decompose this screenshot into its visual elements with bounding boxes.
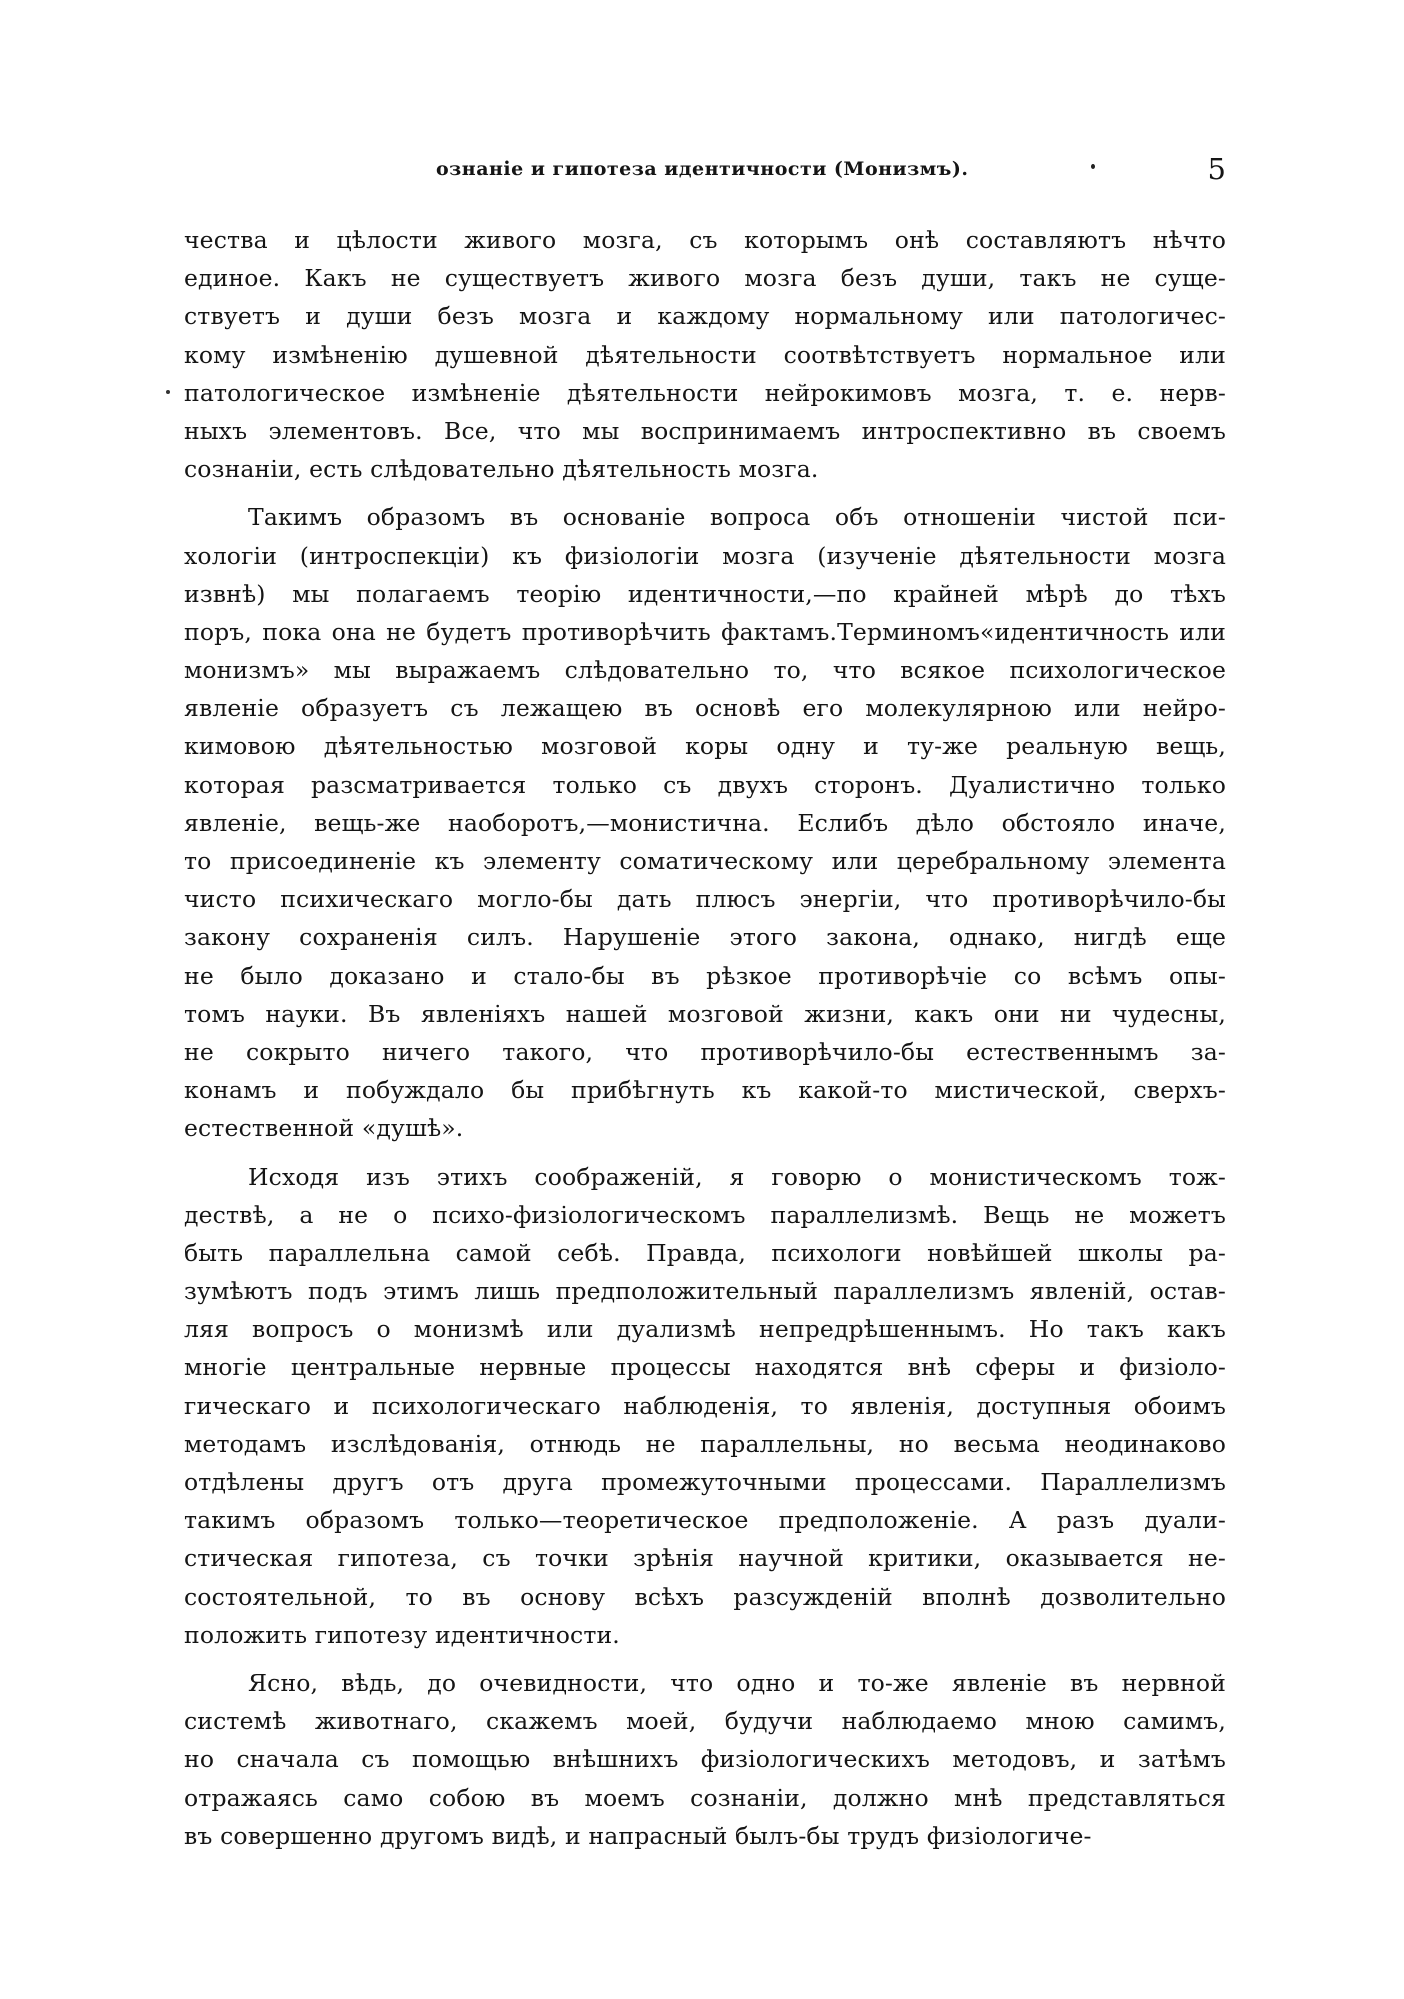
text-line: быть параллельна самой себѣ. Правда, психологи новѣйшей школы ра- <box>184 1238 1226 1267</box>
paragraph <box>184 221 1226 488</box>
text-line: монизмъ» мы выражаемъ слѣдовательно то, что всякое психологическое <box>184 656 1226 685</box>
text-line: методамъ изслѣдованія, отнюдь не параллельны, но весьма неодинаково <box>184 1429 1226 1458</box>
text-line: ляя вопросъ о монизмѣ или дуализмѣ непредрѣшеннымъ. Но такъ какъ <box>184 1315 1226 1344</box>
page-number: 5 <box>1207 152 1226 186</box>
text-line: Исходя изъ этихъ соображеній, я говорю о монистическомъ тож- <box>248 1162 1226 1191</box>
text-line: то присоединеніе къ элементу соматическому или церебральному элемента <box>184 847 1226 875</box>
printing-speck <box>1091 164 1095 169</box>
body-text <box>184 221 1226 1865</box>
text-line: поръ, пока она не будетъ противорѣчить фактамъ.Терминомъ«идентичность или <box>184 617 1226 646</box>
margin-mark <box>166 390 170 394</box>
text-line: чества и цѣлости живого мозга, съ которымъ онѣ составляютъ нѣчто <box>184 226 1226 254</box>
text-line: состоятельной, то въ основу всѣхъ разсужденій вполнѣ дозволительно <box>184 1582 1226 1611</box>
text-line: отдѣлены другъ отъ друга промежуточными процессами. Параллелизмъ <box>184 1468 1226 1496</box>
text-line: ныхъ элементовъ. Все, что мы воспринимаемъ интроспективно въ своемъ <box>184 416 1226 445</box>
text-line: явленіе, вещь-же наоборотъ,—монистична. Еслибъ дѣло обстояло иначе, <box>184 808 1226 837</box>
text-line: хологіи (интроспекціи) къ физіологіи мозга (изученіе дѣятельности мозга <box>184 541 1226 570</box>
text-line: дествѣ, а не о психо-физіологическомъ параллелизмѣ. Вещь не можетъ <box>184 1200 1226 1229</box>
text-line: зумѣютъ подъ этимъ лишь предположительный параллелизмъ явленій, остав- <box>184 1277 1226 1306</box>
text-line: томъ науки. Въ явленіяхъ нашей мозговой жизни, какъ они ни чудесны, <box>184 999 1226 1028</box>
text-line: не сокрыто ничего такого, что противорѣчило-бы естественнымъ за- <box>184 1037 1226 1066</box>
text-line: системѣ животнаго, скажемъ моей, будучи наблюдаемо мною самимъ, <box>184 1707 1226 1736</box>
text-line: гическаго и психологическаго наблюденія, то явленія, доступныя обоимъ <box>184 1391 1226 1420</box>
paragraph <box>184 1664 1226 1855</box>
text-line: закону сохраненія силъ. Нарушеніе этого закона, однако, нигдѣ еще <box>184 923 1226 952</box>
running-head <box>184 152 1226 196</box>
text-line: положить гипотезу идентичности. <box>184 1620 620 1649</box>
text-line: которая разсматривается только съ двухъ сторонъ. Дуалистично только <box>184 770 1226 799</box>
text-line: Ясно, вѣдь, до очевидности, что одно и то-же явленіе въ нервной <box>248 1668 1226 1697</box>
text-line: кимовою дѣятельностью мозговой коры одну и ту-же реальную вещь, <box>184 732 1226 761</box>
running-title: ознаніе и гипотеза идентичности (Монизмъ). <box>436 158 969 180</box>
text-line: но сначала съ помощью внѣшнихъ физіологическихъ методовъ, и затѣмъ <box>184 1745 1226 1774</box>
text-line: патологическое измѣненіе дѣятельности нейрокимовъ мозга, т. е. нерв- <box>184 378 1226 407</box>
paragraph <box>184 498 1226 1147</box>
text-line: отражаясь само собою въ моемъ сознаніи, должно мнѣ представляться <box>184 1783 1226 1812</box>
text-line: многіе центральные нервные процессы находятся внѣ сферы и физіоло- <box>184 1353 1226 1382</box>
text-line: явленіе образуетъ съ лежащею въ основѣ его молекулярною или нейро- <box>184 694 1226 723</box>
text-line: ствуетъ и души безъ мозга и каждому нормальному или патологичес- <box>184 302 1226 331</box>
text-line: сознаніи, есть слѣдовательно дѣятельность мозга. <box>184 455 819 484</box>
text-line: естественной «душѣ». <box>184 1114 464 1143</box>
text-line: кому измѣненію душевной дѣятельности соотвѣтствуетъ нормальное или <box>184 340 1226 369</box>
text-line: чисто психическаго могло-бы дать плюсъ энергіи, что противорѣчило-бы <box>184 885 1226 914</box>
text-line: конамъ и побуждало бы прибѣгнуть къ какой-то мистической, сверхъ- <box>184 1076 1226 1105</box>
text-line: такимъ образомъ только—теоретическое предположеніе. А разъ дуали- <box>184 1506 1226 1535</box>
text-line: единое. Какъ не существуетъ живого мозга безъ души, такъ не суще- <box>184 264 1226 293</box>
text-line: Такимъ образомъ въ основаніе вопроса объ отношеніи чистой пси- <box>248 503 1226 532</box>
text-line: стическая гипотеза, съ точки зрѣнія научной критики, оказывается не- <box>184 1544 1226 1573</box>
text-line: въ совершенно другомъ видѣ, и напрасный былъ-бы трудъ физіологиче- <box>184 1821 1092 1850</box>
paragraph <box>184 1158 1226 1654</box>
text-line: извнѣ) мы полагаемъ теорію идентичности,—по крайней мѣрѣ до тѣхъ <box>184 579 1226 608</box>
text-line: не было доказано и стало-бы въ рѣзкое противорѣчіе со всѣмъ опы- <box>184 961 1226 990</box>
